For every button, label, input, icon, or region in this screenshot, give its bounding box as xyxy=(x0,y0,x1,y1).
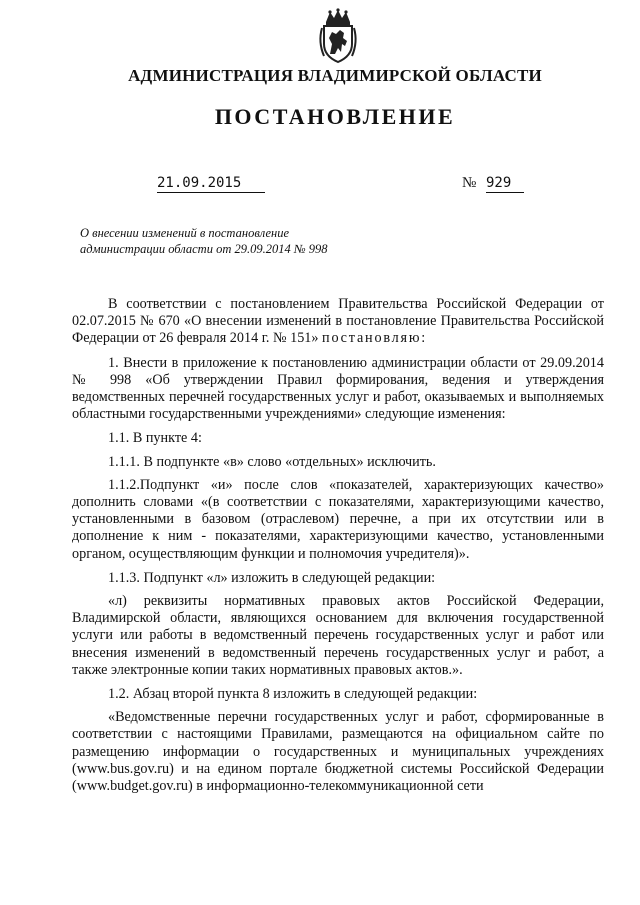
coat-of-arms-icon xyxy=(316,8,360,64)
subject-line-1: О внесении изменений в постановление xyxy=(80,226,290,240)
paragraph-1-2: 1.2. Абзац второй пункта 8 изложить в следующей редакции: xyxy=(108,686,478,703)
number-label: № xyxy=(462,175,477,191)
document-body xyxy=(72,296,604,802)
paragraph-1-1-2: 1.1.2.Подпункт «и» после слов «показателей, характеризующих качество» дополнить словами «(в соответствии с показателями, характеризующими качество, установленными в базовом (отраслевом) перечне, а при их отсутствии или в дополнение к ним - показателями, характеризующими качество, установленными органом, осуществляющим функции и полномочия учредителя)». xyxy=(72,476,604,562)
document-subject xyxy=(80,225,380,257)
organization-title: АДМИНИСТРАЦИЯ ВЛАДИМИРСКОЙ ОБЛАСТИ xyxy=(128,66,542,85)
preamble-text: В соответствии с постановлением Правительства Российской Федерации от 02.07.2015 № 670 «О внесении изменений в постановление Правительства Российской Федерации от 26 февраля 2014 г. № 151» xyxy=(72,296,604,347)
subject-line-2: администрации области от 29.09.2014 № 998 xyxy=(80,242,328,256)
document-type-title: ПОСТАНОВЛЕНИЕ xyxy=(214,104,456,129)
document-date: 21.09.2015 xyxy=(157,175,265,193)
paragraph-preamble xyxy=(72,296,604,348)
document-number: 929 xyxy=(486,175,524,193)
paragraph-quote-8: «Ведомственные перечни государственных услуг и работ, сформированные в соответствии с настоящими Правилами, размещаются на официальном сайте по размещению информации о государственных и муниципальных учреждениях (www.bus.gov.ru) и на едином портале бюджетной системы Российской Федерации (www.budget.gov.ru) в информационно-телекоммуникационной сети xyxy=(72,709,604,795)
paragraph-quote-l: «л) реквизиты нормативных правовых актов Российской Федерации, Владимирской области, являющихся основанием для включения государственной услуги или работы в ведомственный перечень государственных услуг и работ или внесения изменений в ведомственный перечень государственных услуг и работ, а также электронные копии таких нормативных правовых актов.». xyxy=(72,593,604,678)
paragraph-1-1-3: 1.1.3. Подпункт «л» изложить в следующей редакции: xyxy=(108,569,436,586)
preamble-resolution: постановляю: xyxy=(322,330,427,347)
paragraph-1-1: 1.1. В пункте 4: xyxy=(108,430,202,447)
paragraph-1-1-1: 1.1.1. В подпункте «в» слово «отдельных» исключить. xyxy=(108,453,436,470)
paragraph-1: 1. Внести в приложение к постановлению администрации области от 29.09.2014 № 998 «Об утверждении Правил формирования, ведения и утверждения ведомственных перечней государственных услуг и работ, оказываемых и выполняемых областными государственными учреждениями» следующие изменения: xyxy=(72,354,604,423)
